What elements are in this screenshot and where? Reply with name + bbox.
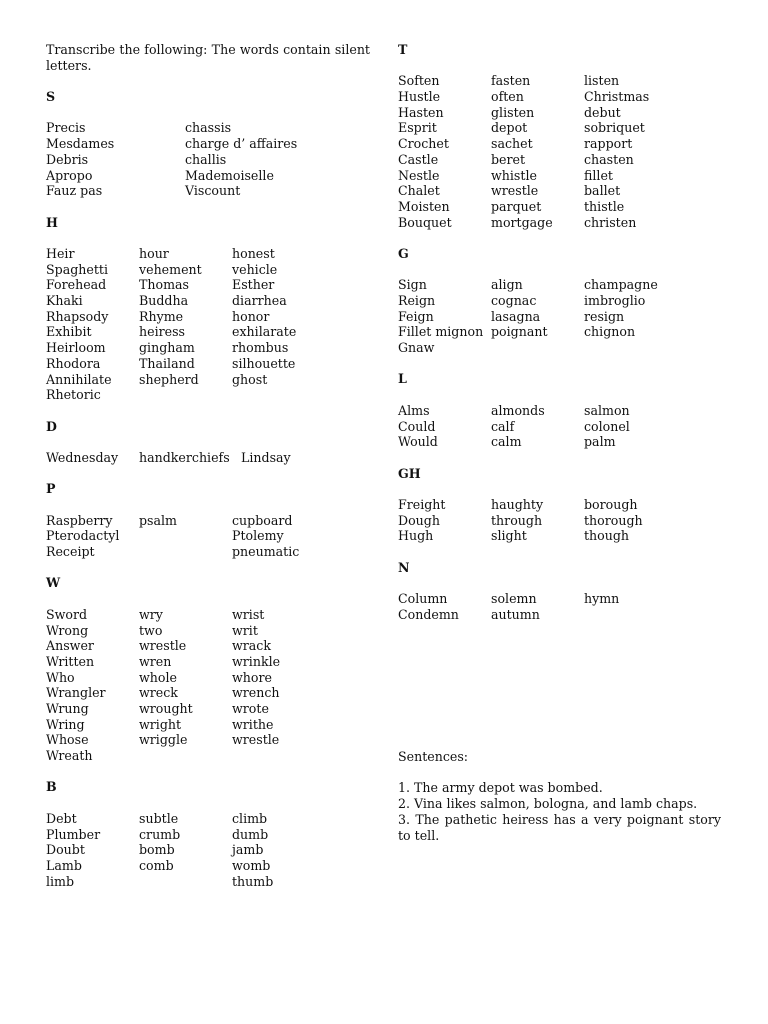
word: gingham [139,340,195,356]
word: wrestle [232,732,280,748]
word: wrench [232,685,280,701]
word-row [398,340,722,356]
word: handkerchiefs [139,449,230,465]
word: Pterodactyl [46,528,120,544]
word: challis [185,151,227,167]
word-row [46,748,370,764]
word: ballet [584,183,621,199]
word: Alms [398,402,430,418]
word-row [398,277,722,293]
word-row [46,732,370,748]
word: solemn [491,591,537,607]
word: rhombus [232,340,289,356]
word: Thomas [139,277,190,293]
word-row [398,528,722,544]
section-heading: G [398,245,409,261]
word: dumb [232,826,269,842]
section-n [398,560,722,623]
word-row [46,607,370,623]
section-b [46,779,370,889]
section-heading: B [46,779,57,795]
section-w [46,575,370,763]
word: silhouette [232,355,296,371]
word: rapport [584,136,633,152]
word: comb [139,857,174,873]
section-l [398,371,722,449]
word-row [398,591,722,607]
word: calm [491,434,522,450]
word: Precis [46,120,86,136]
word: wreck [139,685,178,701]
word-row [46,811,370,827]
word-row [46,638,370,654]
section-g [398,246,722,356]
word: beret [491,151,526,167]
word-row [46,670,370,686]
word: wrestle [139,638,187,654]
word: two [139,622,163,638]
sentence-3: 3. The pathetic heiress has a very poignant story to tell. [398,811,721,843]
word: cognac [491,293,537,309]
word: wrote [232,700,269,716]
word: Written [46,653,95,669]
word: Forehead [46,277,107,293]
word: slight [491,528,527,544]
section-heading: GH [398,465,421,481]
word: sachet [491,136,533,152]
word: whore [232,669,272,685]
word: wrist [232,606,265,622]
word: writhe [232,716,274,732]
word: mortgage [491,214,553,230]
section-heading: N [398,559,410,575]
word-row [46,858,370,874]
word: thistle [584,198,625,214]
word: Rhapsody [46,308,109,324]
word-row [398,168,722,184]
word: borough [584,497,638,512]
word [139,387,232,403]
word: Fillet mignon [398,324,484,340]
word: sobriquet [584,120,645,136]
word: Reign [398,293,436,309]
word: chassis [185,120,232,136]
section-t [398,42,722,230]
word: whistle [491,167,537,183]
word: haughty [491,497,544,512]
word-row [398,419,722,435]
word: writ [232,622,258,638]
word-row [398,120,722,136]
section-gh [398,466,722,544]
word: Christmas [584,89,650,105]
word-row [398,152,722,168]
word: resign [584,308,625,324]
word: christen [584,214,637,230]
section-heading: H [46,214,58,230]
word: Apropo [46,167,93,183]
word-row [398,183,722,199]
word-row [46,309,370,325]
word: exhilarate [232,324,297,340]
word-row [46,324,370,340]
word: Rhetoric [46,387,101,403]
word: wrinkle [232,653,281,669]
word-row [398,89,722,105]
section-heading: W [46,575,61,591]
word: Thailand [139,355,195,371]
word-row [398,215,722,231]
word: climb [232,810,268,826]
word: almonds [491,402,545,418]
word: listen [584,73,620,89]
word-row [46,246,370,262]
word: though [584,528,630,544]
word: often [491,89,524,105]
word: Nestle [398,167,440,183]
word: align [491,277,523,293]
word: Hustle [398,89,441,105]
word: debut [584,104,621,120]
word: pneumatic [232,544,300,560]
section-h [46,215,370,403]
word: Mesdames [46,136,115,152]
word-row [46,544,370,560]
word [139,874,232,890]
word: parquet [491,198,542,214]
word: Sign [398,277,427,293]
right-column [398,42,722,623]
word-row [398,434,722,450]
word-row [46,701,370,717]
word-row [46,717,370,733]
word [139,528,232,544]
section-d [46,419,370,466]
word [139,748,232,764]
word: Sword [46,606,88,622]
word: wry [139,606,163,622]
word: Khaki [46,293,83,309]
word: Dough [398,512,440,528]
word-row [398,309,722,325]
word-row [46,262,370,278]
sentences-title: Sentences: [398,749,469,764]
word-row [398,403,722,419]
left-column [46,42,370,889]
word: Rhyme [139,308,184,324]
word: honor [232,308,270,324]
word-row [46,827,370,843]
word: Ptolemy [232,528,284,544]
word: fillet [584,167,613,183]
word: jamb [232,842,264,858]
word-row [398,513,722,529]
word-row [46,654,370,670]
word: Rhodora [46,355,101,371]
sentences-block [398,749,721,843]
word-row [398,293,722,309]
word-row [46,152,370,168]
word: Plumber [46,826,101,842]
word-row [398,324,722,340]
word: imbroglio [584,293,646,309]
word-row [398,136,722,152]
word: Whose [46,732,89,748]
word: poignant [491,324,548,340]
word: Wrung [46,700,89,716]
word-row [46,874,370,890]
word: Viscount [185,183,241,199]
word: Moisten [398,198,450,214]
word: Who [46,669,75,685]
word: Esther [232,277,275,293]
word: Would [398,434,438,450]
word-row [46,277,370,293]
word: womb [232,857,271,873]
word: thorough [584,512,643,528]
word: wrought [139,700,193,716]
word: Crochet [398,136,449,152]
word-row [46,356,370,372]
word: Debris [46,151,89,167]
instructions: Transcribe the following: The words contain silent letters. [46,42,370,73]
word: vehicle [232,261,278,277]
section-p [46,481,370,559]
word-row [398,73,722,89]
word-row [46,120,370,136]
word: Wring [46,716,85,732]
word: Heir [46,246,75,261]
word: Lindsay [241,449,291,465]
sentence-2: 2. Vina likes salmon, bologna, and lamb chaps. [398,796,698,812]
section-heading: L [398,371,407,387]
word: Condemn [398,606,459,622]
section-heading: D [46,418,57,434]
word: Castle [398,151,439,167]
word: Raspberry [46,512,113,528]
word-row [46,136,370,152]
word: ghost [232,371,268,387]
word: Soften [398,73,440,89]
word: salmon [584,402,630,418]
word-row [398,199,722,215]
word: Wrangler [46,685,106,701]
word: Answer [46,638,94,654]
word: Bouquet [398,214,452,230]
word: Column [398,591,448,607]
section-heading: S [46,89,56,105]
word: honest [232,246,275,261]
word [139,544,232,560]
word: Freight [398,497,446,512]
word: Heirloom [46,340,106,356]
word: limb [46,873,75,889]
section-heading: T [398,42,408,57]
word-row [46,623,370,639]
word: Gnaw [398,340,435,356]
word: calf [491,418,515,434]
word: Hasten [398,104,444,120]
word: wren [139,653,172,669]
word: diarrhea [232,293,287,309]
section-s [46,89,370,199]
section-heading: P [46,481,56,497]
word: Spaghetti [46,261,108,277]
word: chignon [584,324,636,340]
word-row [398,607,722,623]
word: wrack [232,638,271,654]
word: shepherd [139,371,199,387]
word: palm [584,434,616,450]
word: Chalet [398,183,440,199]
word-row [398,105,722,121]
word: hymn [584,591,620,607]
word [491,340,584,356]
word: Wreath [46,748,93,764]
word-row [46,293,370,309]
word: cupboard [232,512,293,528]
word-row [46,528,370,544]
word: wriggle [139,732,188,748]
word-row [398,497,722,513]
word: psalm [139,512,178,528]
word: crumb [139,826,181,842]
word: autumn [491,606,540,622]
word: hour [139,246,169,261]
word: Annihilate [46,371,112,387]
sentence-1: 1. The army depot was bombed. [398,780,603,796]
word: thumb [232,873,274,889]
word: Feign [398,308,434,324]
word: wrestle [491,183,539,199]
word: Wrong [46,622,89,638]
word: Lamb [46,857,82,873]
word: through [491,512,543,528]
left-sections [46,89,370,889]
word: whole [139,669,177,685]
word: bomb [139,842,175,858]
word: Doubt [46,842,85,858]
word: Exhibit [46,324,92,340]
word: chasten [584,151,634,167]
word: Buddha [139,293,189,309]
right-sections [398,42,722,623]
word: fasten [491,73,531,89]
word: Esprit [398,120,437,136]
word: glisten [491,104,535,120]
word: Hugh [398,528,434,544]
word: vehement [139,261,202,277]
word: champagne [584,277,658,293]
word: heiress [139,324,185,340]
word-row [46,450,370,466]
word: Debt [46,810,77,826]
word: Receipt [46,544,95,560]
word: subtle [139,810,179,826]
word: Fauz pas [46,183,103,199]
word: Wednesday [46,449,119,465]
word-row [46,183,370,199]
word-row [46,685,370,701]
word: charge d’ affaires [185,136,298,152]
word: colonel [584,418,630,434]
word: Mademoiselle [185,167,274,183]
word-row [46,842,370,858]
word-row [46,168,370,184]
word: Could [398,418,436,434]
word-row [46,372,370,388]
word: wright [139,716,182,732]
word: depot [491,120,528,136]
word: lasagna [491,308,541,324]
word-row [46,513,370,529]
word-row [46,387,370,403]
word-row [46,340,370,356]
